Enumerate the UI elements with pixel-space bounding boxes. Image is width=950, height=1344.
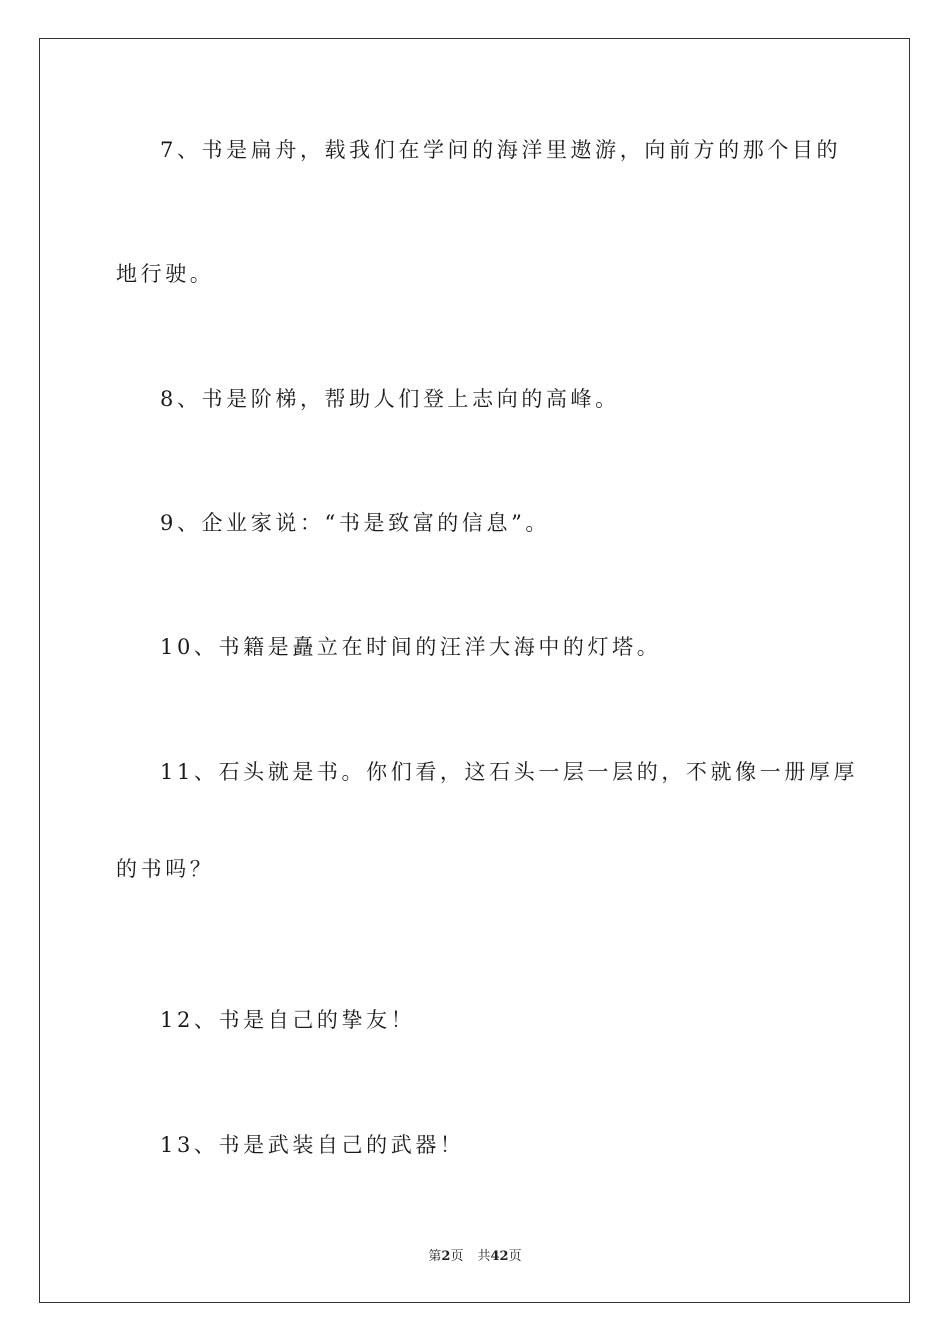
page-footer xyxy=(0,1248,950,1266)
paragraph-13: 13、书是武装自己的武器！ xyxy=(160,1133,465,1157)
footer-total-prefix: 共 xyxy=(477,1249,491,1264)
footer-page-number: 2 xyxy=(441,1249,451,1264)
paragraph-11-line-1: 11、石头就是书。你们看，这石头一层一层的，不就像一册厚厚 xyxy=(160,760,859,784)
paragraph-11-line-2: 的书吗？ xyxy=(116,857,215,881)
footer-total-suffix: 页 xyxy=(508,1249,522,1264)
paragraph-8: 8、书是阶梯，帮助人们登上志向的高峰。 xyxy=(160,387,620,411)
paragraph-9: 9、企业家说：“书是致富的信息”。 xyxy=(160,511,551,535)
paragraph-7-line-1: 7、书是扁舟，载我们在学问的海洋里遨游，向前方的那个目的 xyxy=(160,138,842,162)
paragraph-12: 12、书是自己的挚友！ xyxy=(160,1008,416,1032)
page-border xyxy=(39,38,910,1303)
footer-total-pages: 42 xyxy=(490,1249,509,1264)
paragraph-10: 10、书籍是矗立在时间的汪洋大海中的灯塔。 xyxy=(160,635,662,659)
footer-page-prefix: 第 xyxy=(428,1249,442,1264)
paragraph-7-line-2: 地行驶。 xyxy=(116,262,215,286)
footer-page-suffix: 页 xyxy=(450,1249,464,1264)
